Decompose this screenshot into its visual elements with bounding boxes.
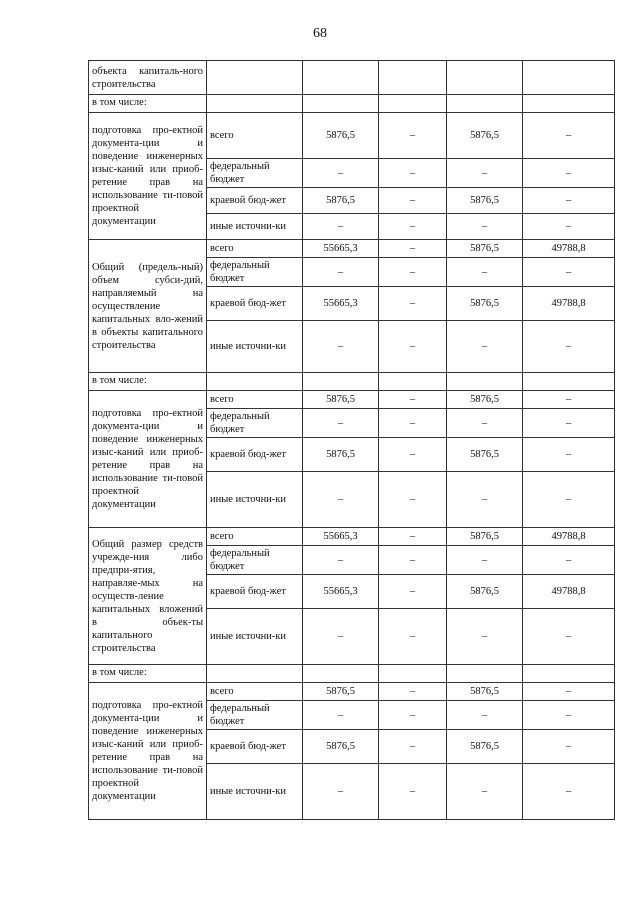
funding-source: иные источни-ки — [207, 472, 303, 528]
indicator-name: подготовка про-ектной документа-ции и поведение инженерных изыс-каний или приоб-ретение прав на использование ти-повой проектной документации — [89, 113, 207, 240]
table-row — [89, 113, 615, 159]
section-label-row — [89, 665, 615, 683]
funding-source: федеральный бюджет — [207, 258, 303, 287]
section-label-row — [89, 373, 615, 391]
value-cell: 5876,5 — [303, 391, 379, 409]
indicator-name: Общий (предель-ный) объем субси-дий, направляемый на осуществление капитальных вло-жений в объекты капитального строительства — [89, 240, 207, 373]
value-cell: – — [379, 391, 447, 409]
value-cell: – — [379, 730, 447, 764]
value-cell: – — [523, 258, 615, 287]
value-cell: – — [447, 701, 523, 730]
value-cell: 5876,5 — [303, 113, 379, 159]
value-cell: 5876,5 — [447, 391, 523, 409]
empty-cell — [447, 665, 523, 683]
empty-cell — [303, 665, 379, 683]
empty-cell — [523, 373, 615, 391]
value-cell: – — [523, 609, 615, 665]
value-cell: – — [447, 609, 523, 665]
section-label: в том числе: — [89, 665, 207, 683]
value-cell: 5876,5 — [303, 188, 379, 214]
table-row — [89, 683, 615, 701]
funding-source: федеральный бюджет — [207, 409, 303, 438]
indicator-name: подготовка про-ектной документа-ции и поведение инженерных изыс-каний или приоб-ретение прав на использование ти-повой проектной документации — [89, 391, 207, 528]
funding-source: иные источни-ки — [207, 764, 303, 820]
value-cell: – — [523, 214, 615, 240]
value-cell: – — [379, 438, 447, 472]
value-cell: – — [379, 214, 447, 240]
value-cell: – — [379, 159, 447, 188]
value-cell: – — [447, 159, 523, 188]
value-cell: 5876,5 — [447, 730, 523, 764]
value-cell: 55665,3 — [303, 575, 379, 609]
value-cell: 55665,3 — [303, 240, 379, 258]
funding-source: краевой бюд-жет — [207, 287, 303, 321]
value-cell: – — [379, 240, 447, 258]
empty-cell — [379, 665, 447, 683]
value-cell: – — [523, 391, 615, 409]
table-row — [89, 240, 615, 258]
funding-source: иные источни-ки — [207, 321, 303, 373]
value-cell: 5876,5 — [447, 528, 523, 546]
section-label: в том числе: — [89, 373, 207, 391]
value-cell: – — [523, 159, 615, 188]
table-row — [89, 391, 615, 409]
value-cell: – — [303, 701, 379, 730]
value-cell: – — [379, 472, 447, 528]
value-cell: – — [447, 258, 523, 287]
value-cell: 49788,8 — [523, 575, 615, 609]
empty-cell — [303, 95, 379, 113]
empty-cell — [379, 61, 447, 95]
value-cell: – — [303, 546, 379, 575]
funding-source: федеральный бюджет — [207, 159, 303, 188]
value-cell: 5876,5 — [447, 113, 523, 159]
funding-source: краевой бюд-жет — [207, 730, 303, 764]
value-cell: – — [523, 321, 615, 373]
empty-cell — [379, 373, 447, 391]
value-cell: – — [303, 472, 379, 528]
value-cell: – — [447, 321, 523, 373]
value-cell: – — [523, 683, 615, 701]
budget-table — [88, 60, 615, 820]
value-cell: – — [379, 287, 447, 321]
funding-source: краевой бюд-жет — [207, 188, 303, 214]
funding-source: всего — [207, 683, 303, 701]
funding-source: краевой бюд-жет — [207, 575, 303, 609]
value-cell: 49788,8 — [523, 240, 615, 258]
empty-cell — [523, 95, 615, 113]
value-cell: – — [379, 701, 447, 730]
header-fragment-cell: объекта капиталь-ного строительства — [89, 61, 207, 95]
empty-cell — [447, 61, 523, 95]
value-cell: 49788,8 — [523, 528, 615, 546]
value-cell: – — [379, 575, 447, 609]
value-cell: – — [379, 321, 447, 373]
value-cell: 5876,5 — [447, 287, 523, 321]
empty-cell — [207, 61, 303, 95]
value-cell: – — [447, 546, 523, 575]
value-cell: – — [379, 764, 447, 820]
funding-source: всего — [207, 528, 303, 546]
value-cell: – — [379, 609, 447, 665]
empty-cell — [379, 95, 447, 113]
value-cell: 55665,3 — [303, 528, 379, 546]
empty-cell — [207, 373, 303, 391]
funding-source: всего — [207, 391, 303, 409]
value-cell: 49788,8 — [523, 287, 615, 321]
value-cell: 5876,5 — [447, 683, 523, 701]
empty-cell — [523, 665, 615, 683]
empty-cell — [303, 373, 379, 391]
value-cell: – — [379, 409, 447, 438]
value-cell: – — [447, 214, 523, 240]
page-number: 68 — [313, 26, 327, 41]
value-cell: 5876,5 — [303, 438, 379, 472]
value-cell: – — [303, 409, 379, 438]
value-cell: – — [379, 113, 447, 159]
empty-cell — [523, 61, 615, 95]
value-cell: – — [303, 764, 379, 820]
value-cell: – — [523, 730, 615, 764]
empty-cell — [207, 95, 303, 113]
empty-cell — [207, 665, 303, 683]
section-label: в том числе: — [89, 95, 207, 113]
value-cell: – — [379, 528, 447, 546]
empty-cell — [303, 61, 379, 95]
section-label-row — [89, 95, 615, 113]
value-cell: 5876,5 — [447, 438, 523, 472]
value-cell: – — [447, 409, 523, 438]
value-cell: – — [303, 321, 379, 373]
value-cell: – — [523, 188, 615, 214]
value-cell: – — [379, 546, 447, 575]
value-cell: 5876,5 — [447, 240, 523, 258]
value-cell: – — [523, 546, 615, 575]
value-cell: 5876,5 — [447, 575, 523, 609]
value-cell: – — [523, 113, 615, 159]
value-cell: – — [303, 214, 379, 240]
value-cell: – — [447, 472, 523, 528]
empty-cell — [447, 373, 523, 391]
value-cell: – — [523, 438, 615, 472]
value-cell: – — [303, 258, 379, 287]
value-cell: – — [379, 188, 447, 214]
indicator-name: подготовка про-ектной документа-ции и поведение инженерных изыс-каний или приоб-ретение прав на использование ти-повой проектной документации — [89, 683, 207, 820]
funding-source: федеральный бюджет — [207, 546, 303, 575]
value-cell: 5876,5 — [303, 730, 379, 764]
value-cell: – — [379, 683, 447, 701]
value-cell: – — [303, 159, 379, 188]
value-cell: – — [523, 409, 615, 438]
empty-cell — [447, 95, 523, 113]
funding-source: всего — [207, 240, 303, 258]
funding-source: иные источни-ки — [207, 609, 303, 665]
value-cell: 5876,5 — [303, 683, 379, 701]
table-row — [89, 528, 615, 546]
funding-source: федеральный бюджет — [207, 701, 303, 730]
funding-source: иные источни-ки — [207, 214, 303, 240]
funding-source: всего — [207, 113, 303, 159]
table-row — [89, 61, 615, 95]
value-cell: – — [447, 764, 523, 820]
value-cell: – — [303, 609, 379, 665]
funding-source: краевой бюд-жет — [207, 438, 303, 472]
value-cell: – — [523, 472, 615, 528]
value-cell: – — [379, 258, 447, 287]
budget-table-body — [89, 61, 615, 820]
value-cell: – — [523, 764, 615, 820]
value-cell: 5876,5 — [447, 188, 523, 214]
value-cell: 55665,3 — [303, 287, 379, 321]
value-cell: – — [523, 701, 615, 730]
indicator-name: Общий размер средств учрежде-ния либо предпри-ятия, направляе-мых на осуществ-ление капитальных вложений в объек-ты капитального строительства — [89, 528, 207, 665]
